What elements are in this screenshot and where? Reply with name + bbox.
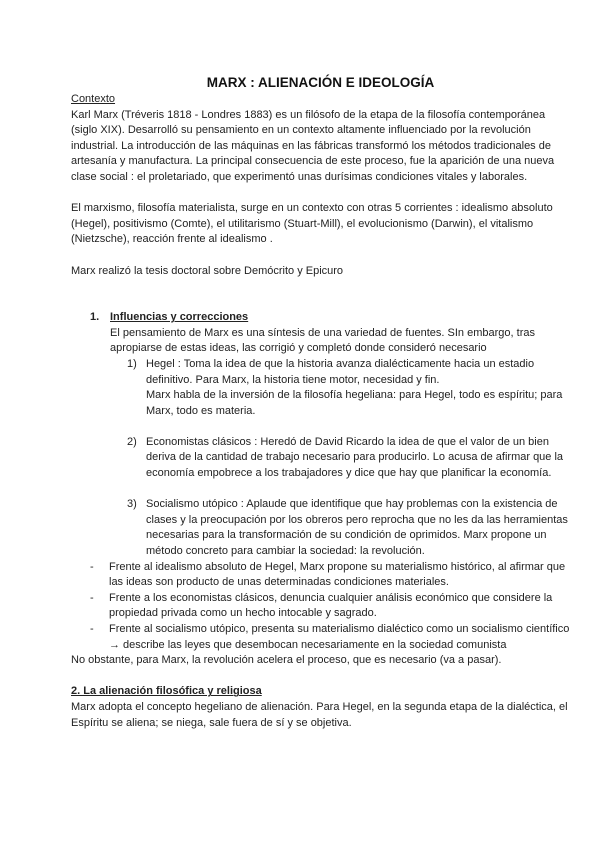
page-title: MARX : ALIENACIÓN E IDEOLOGÍA bbox=[206, 75, 435, 90]
influence-item bbox=[71, 497, 570, 559]
bullet-text: Frente al socialismo utópico, presenta su materialismo dialéctico como un socialismo científico → describe las leyes que desembocan necesariamente en la sociedad comunista bbox=[109, 623, 570, 651]
influence-item-text: Hegel : Toma la idea de que la historia avanza dialécticamente hacia un estadio definitivo. Para Marx, la historia tiene motor, necesidad y fin. bbox=[146, 357, 535, 386]
influence-item-text: Marx habla de la inversión de la filosofía hegeliana: para Hegel, todo es espíritu; para Marx, todo es materia. bbox=[146, 389, 563, 417]
influence-item bbox=[71, 357, 570, 419]
list-item bbox=[71, 622, 570, 653]
influence-item-text: Economistas clásicos : Heredó de David Ricardo la idea de que el valor de un bien deriva de la cantidad de trabajo necesario para producirlo. Lo acusa de afirmar que la economía empobrece a los trabajadores y dice que hay que planificar la economía. bbox=[146, 435, 564, 480]
list-item bbox=[71, 560, 570, 591]
section1-intro: El pensamiento de Marx es una síntesis de una variedad de fuentes. SIn embargo, tras apropiarse de estas ideas, las corrigió y completó donde consideró necesario bbox=[110, 326, 535, 355]
influence-item-number: 2) bbox=[127, 435, 137, 448]
bullet-text: Frente a los economistas clásicos, denuncia cualquier análisis económico que considere la propiedad privada como un hecho intocable y sagrado. bbox=[109, 591, 553, 620]
thesis-line: Marx realizó la tesis doctoral sobre Demócrito y Epicuro bbox=[71, 264, 344, 277]
bullet-mark: - bbox=[90, 560, 94, 573]
influence-item bbox=[71, 435, 570, 482]
bullet-text: Frente al idealismo absoluto de Hegel, Marx propone su materialismo histórico, al afirmar que las ideas son producto de unas determinadas condiciones materiales. bbox=[109, 560, 566, 589]
context-paragraph: Karl Marx (Tréveris 1818 - Londres 1883) es un filósofo de la etapa de la filosofía contemporánea (siglo XIX). Desarrolló su pensamiento en un contexto altamente influenciado por la revolución industrial. La introducción de las máquinas en las fábricas transformó los métodos tradicionales de artesanía y manufactura. La principal consecuencia de este proceso, fue la aparición de una nueva clase social : el proletariado, que experimentó unas durísimas condiciones vitales y laborales. bbox=[71, 108, 555, 183]
section1-heading: Influencias y correcciones bbox=[110, 311, 249, 324]
section1-heading-row bbox=[71, 310, 570, 326]
section2-heading: 2. La alienación filosófica y religiosa bbox=[71, 685, 262, 698]
section1-closing: No obstante, para Marx, la revolución acelera el proceso, que es necesario (va a pasar). bbox=[71, 654, 502, 667]
bullet-mark: - bbox=[90, 623, 94, 635]
influence-item-number: 1) bbox=[127, 357, 137, 370]
section1-number: 1. bbox=[90, 311, 100, 324]
bullet-mark: - bbox=[90, 591, 94, 604]
list-item bbox=[71, 591, 570, 622]
section2-paragraph: Marx adopta el concepto hegeliano de alienación. Para Hegel, en la segunda etapa de la dialéctica, el Espíritu se aliena; se niega, sale fuera de sí y se objetiva. bbox=[71, 700, 568, 729]
influence-item-text: Socialismo utópico : Aplaude que identifique que hay problemas con la existencia de clases y la preocupación por los obreros pero reprocha que no les da las herramientas necesarias para la transformación de su condición de oprimidos. Marx propone un método concreto para cambiar la sociedad: la revolución. bbox=[146, 498, 568, 558]
marxism-paragraph: El marxismo, filosofía materialista, surge en un contexto con otras 5 corrientes : idealismo absoluto (Hegel), positivismo (Comte), el utilitarismo (Stuart-Mill), el evolucionismo (Darwin), el vitalismo (Nietzsche), reacción frente al idealismo . bbox=[71, 202, 553, 246]
context-heading: Contexto bbox=[71, 93, 116, 105]
influence-item-number: 3) bbox=[127, 498, 137, 511]
